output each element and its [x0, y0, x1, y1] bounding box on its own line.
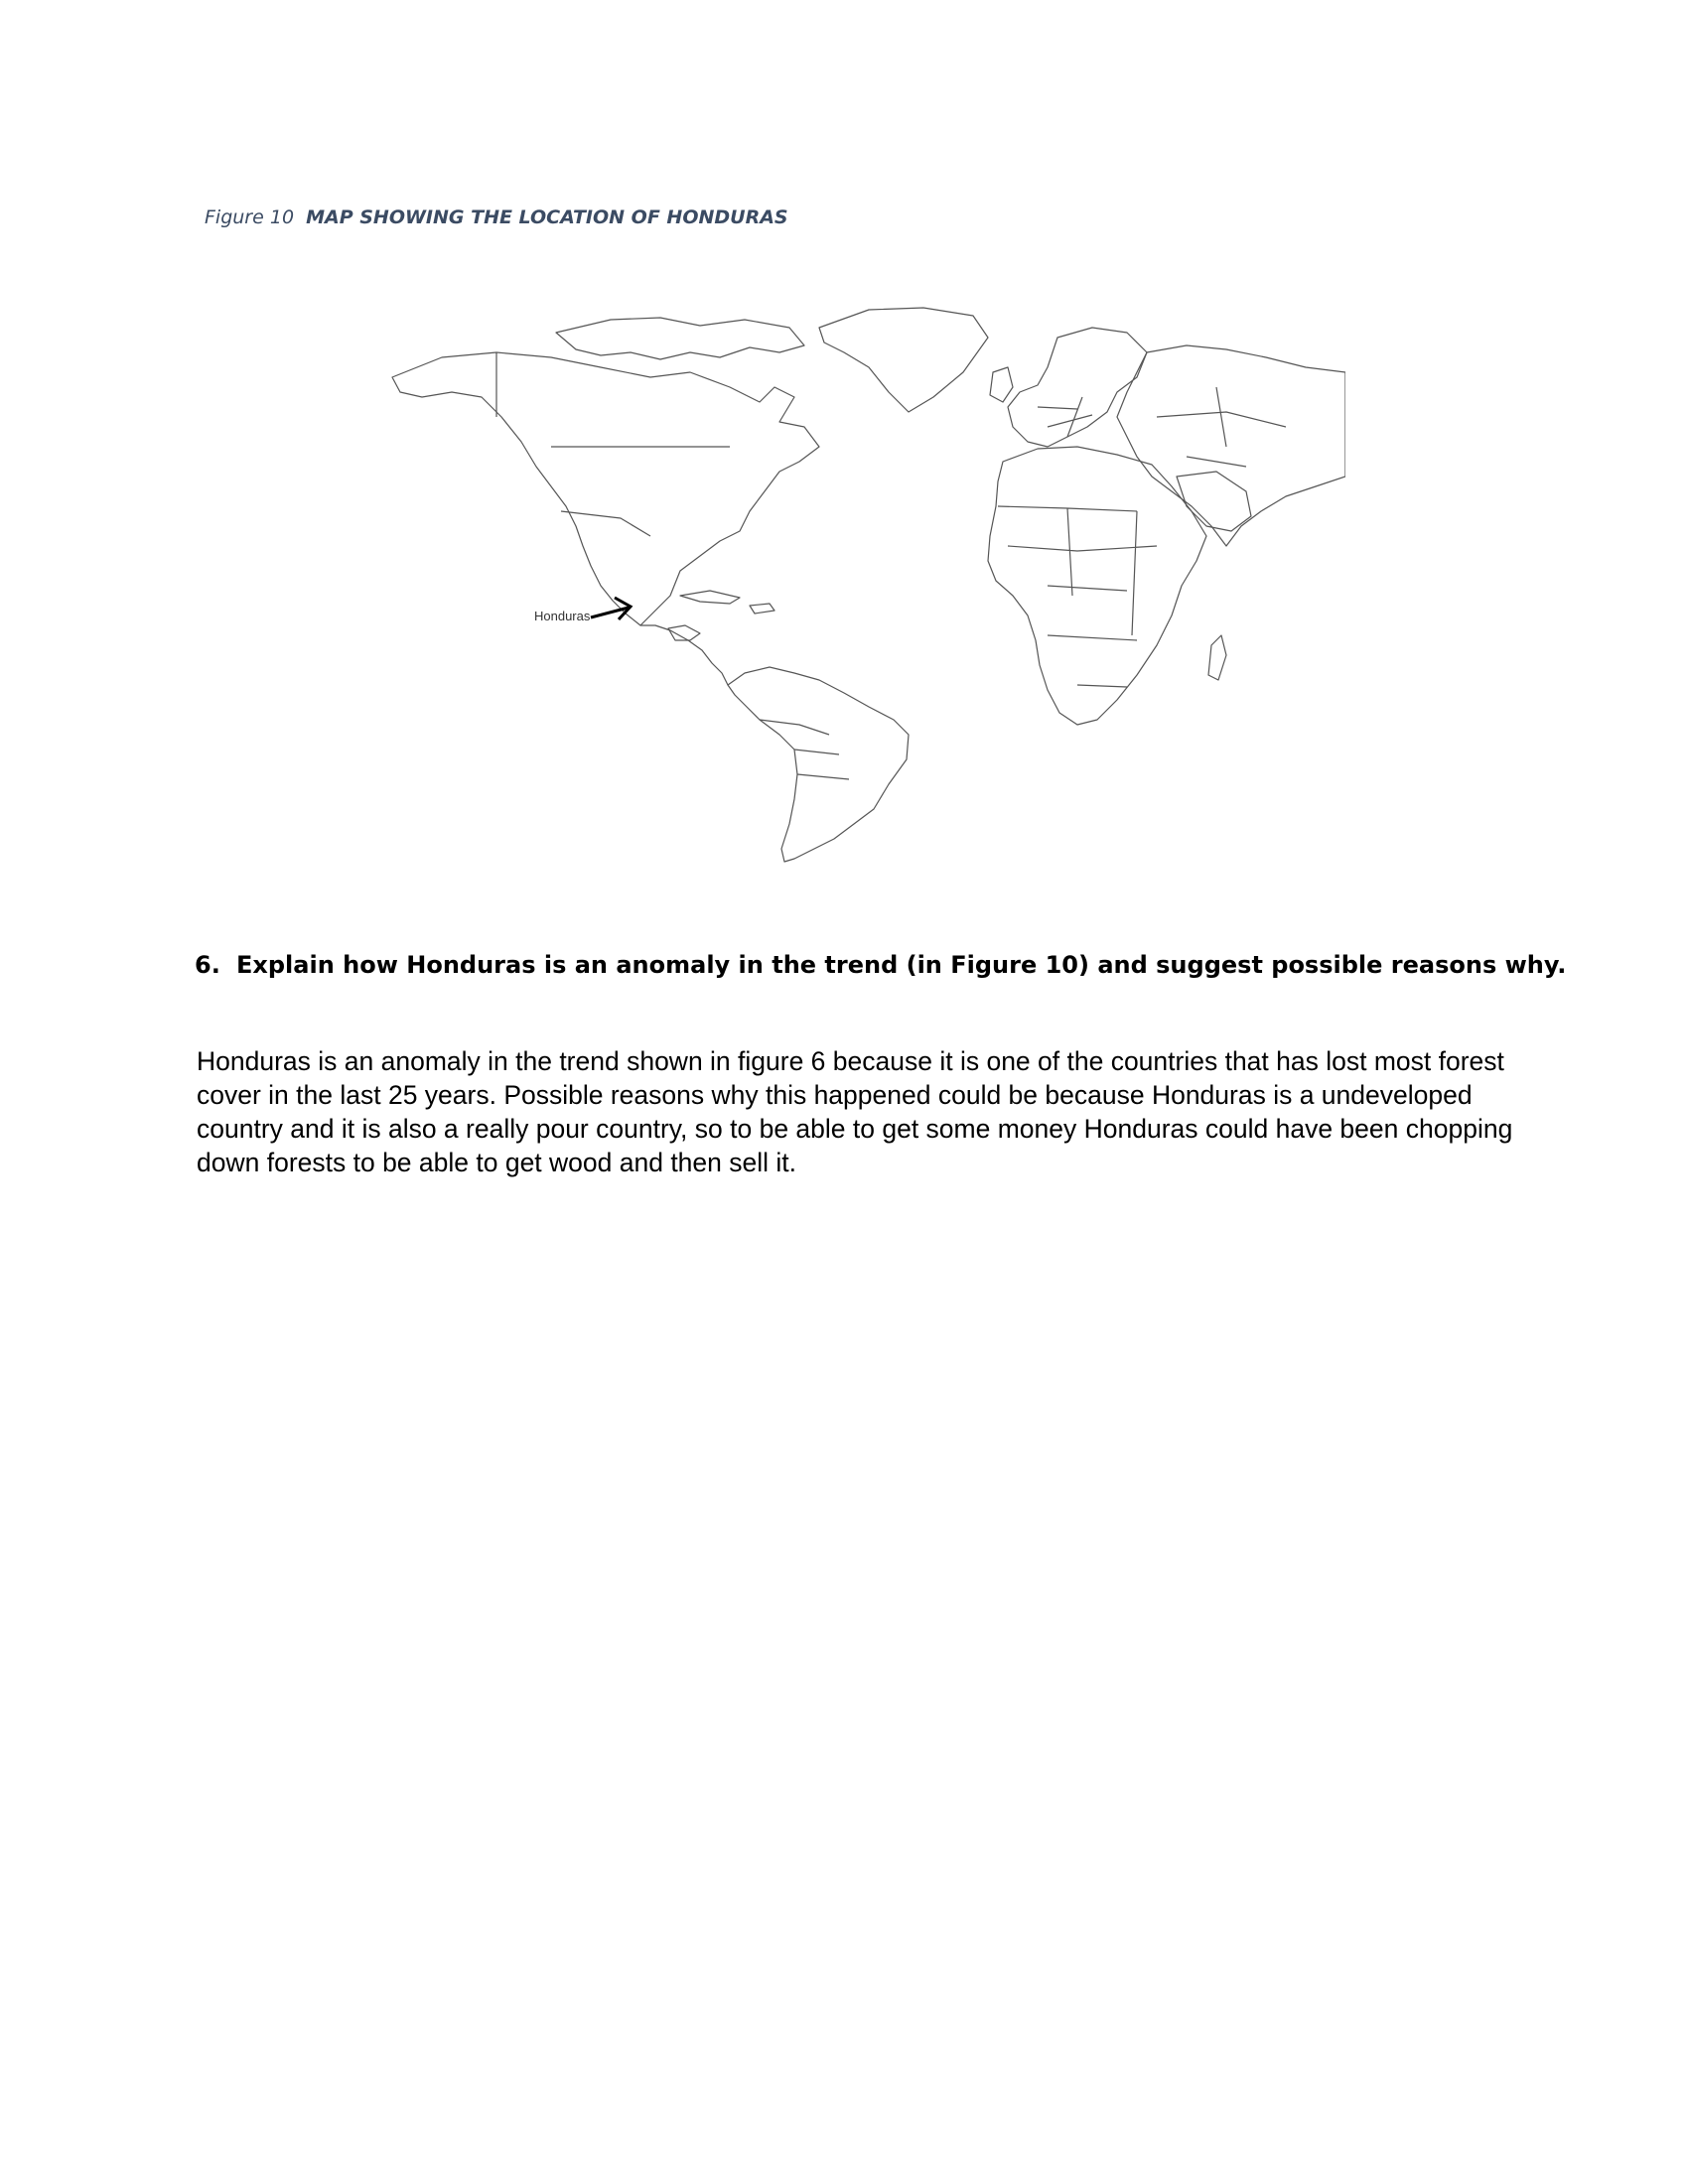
- south-america-outline: [728, 667, 909, 862]
- honduras-map-label: Honduras: [534, 609, 591, 623]
- answer-block: [197, 1044, 1517, 1179]
- central-america-outline: [640, 625, 728, 685]
- south-america-borders: [760, 720, 849, 779]
- madagascar-outline: [1208, 635, 1226, 680]
- north-america-outline: [392, 352, 819, 625]
- arctic-islands-outline: [556, 318, 804, 359]
- question-heading: [195, 951, 1567, 979]
- europe-outline: [1008, 328, 1147, 447]
- question-text: Explain how Honduras is an anomaly in the trend (in Figure 10) and suggest possible reasons why.: [236, 951, 1567, 979]
- answer-paragraph: Honduras is an anomaly in the trend shown in figure 6 because it is one of the countries that has lost most forest cover in the last 25 years. Possible reasons why this happened could be because Honduras is a undeveloped country and it is also a really pour country, so to be able to get some money Honduras could have been chopping down forests to be able to get wood and then sell it.: [197, 1046, 1513, 1177]
- figure-caption: [205, 206, 788, 228]
- asia-borders: [1157, 387, 1286, 467]
- africa-borders: [998, 506, 1157, 687]
- europe-borders: [1038, 397, 1092, 437]
- uk-outline: [990, 367, 1013, 402]
- arabia-outline: [1177, 472, 1251, 531]
- world-map-svg: [352, 298, 1345, 864]
- africa-outline: [988, 447, 1206, 725]
- cuba-outline: [680, 591, 740, 604]
- honduras-arrow-icon: [591, 598, 631, 619]
- greenland-outline: [819, 308, 988, 412]
- figure-label: Figure 10: [205, 206, 295, 228]
- question-number: 6.: [195, 951, 220, 979]
- figure-title: MAP SHOWING THE LOCATION OF HONDURAS: [306, 206, 788, 228]
- hispaniola-outline: [750, 604, 774, 614]
- asia-outline: [1117, 345, 1345, 546]
- world-map: [352, 298, 1345, 864]
